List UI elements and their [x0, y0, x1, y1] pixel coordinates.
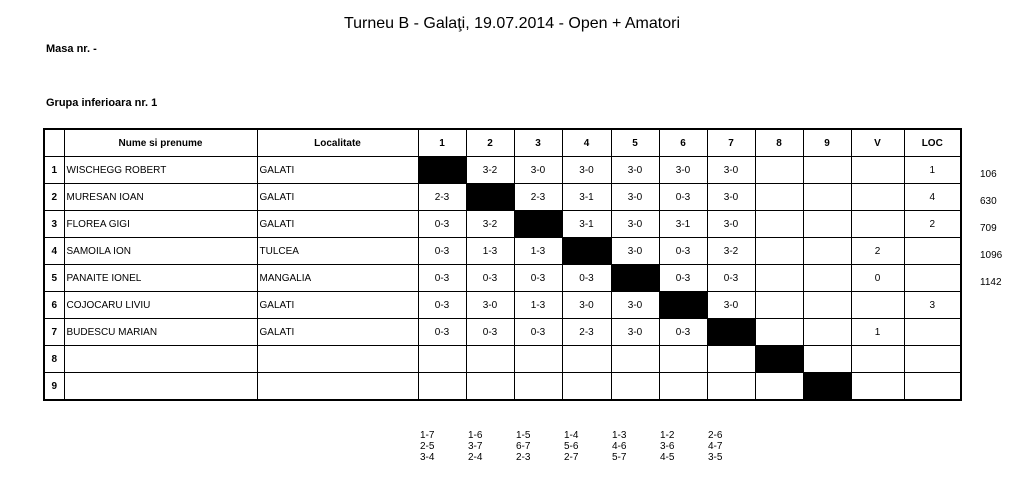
- score-cell: 0-3: [418, 265, 466, 292]
- score-cell: [562, 346, 611, 373]
- score-cell: 3-0: [611, 238, 659, 265]
- score-cell: [803, 265, 851, 292]
- schedule-column: [564, 430, 578, 463]
- player-locality: GALATI: [257, 211, 418, 238]
- schedule-pair: 2-3: [516, 452, 531, 463]
- score-cell: 0-3: [659, 238, 707, 265]
- schedule-pair: 3-4: [420, 452, 435, 463]
- score-cell: 3-0: [707, 292, 755, 319]
- score-cell: 3-0: [611, 211, 659, 238]
- score-cell: 3-0: [611, 319, 659, 346]
- diagonal-cell: [466, 184, 514, 211]
- place-cell: [904, 373, 961, 401]
- schedule-column: [420, 430, 434, 463]
- score-cell: [707, 373, 755, 401]
- score-cell: [803, 157, 851, 184]
- schedule-pair: 1-3: [612, 430, 627, 441]
- schedule-pair: 5-6: [564, 441, 579, 452]
- score-cell: [659, 373, 707, 401]
- score-cell: [755, 157, 803, 184]
- player-locality: GALATI: [257, 292, 418, 319]
- table-row: [44, 211, 961, 238]
- schedule-pair: 2-6: [708, 430, 723, 441]
- victories-cell: [851, 373, 904, 401]
- row-number: 7: [44, 319, 64, 346]
- header-col-1: 1: [418, 129, 466, 157]
- results-table: [43, 128, 962, 401]
- score-cell: [803, 292, 851, 319]
- schedule-pair: 3-6: [660, 441, 675, 452]
- row-number: 8: [44, 346, 64, 373]
- diagonal-cell: [659, 292, 707, 319]
- header-col-9: 9: [803, 129, 851, 157]
- place-cell: [904, 319, 961, 346]
- score-cell: 0-3: [514, 319, 562, 346]
- table-row: [44, 319, 961, 346]
- row-number: 4: [44, 238, 64, 265]
- schedule-column: [516, 430, 530, 463]
- score-cell: [803, 346, 851, 373]
- score-cell: 0-3: [418, 319, 466, 346]
- schedule-pair: 4-5: [660, 452, 675, 463]
- score-cell: 0-3: [659, 265, 707, 292]
- score-cell: 3-0: [562, 292, 611, 319]
- group-label: Grupa inferioara nr. 1: [46, 97, 158, 109]
- score-cell: [755, 292, 803, 319]
- score-cell: [755, 184, 803, 211]
- place-cell: 1: [904, 157, 961, 184]
- score-cell: 3-1: [659, 211, 707, 238]
- side-number: 1142: [980, 277, 1002, 288]
- header-col-2: 2: [466, 129, 514, 157]
- score-cell: 0-3: [466, 265, 514, 292]
- score-cell: 3-0: [562, 157, 611, 184]
- score-cell: [803, 211, 851, 238]
- row-number: 1: [44, 157, 64, 184]
- place-cell: 3: [904, 292, 961, 319]
- score-cell: 2-3: [418, 184, 466, 211]
- table-row: [44, 292, 961, 319]
- score-cell: 3-2: [707, 238, 755, 265]
- schedule-column: [468, 430, 482, 463]
- row-number: 5: [44, 265, 64, 292]
- score-cell: [755, 238, 803, 265]
- diagonal-cell: [755, 346, 803, 373]
- victories-cell: [851, 292, 904, 319]
- row-number: 2: [44, 184, 64, 211]
- header-name: Nume si prenume: [64, 129, 257, 157]
- schedule-pair: 1-7: [420, 430, 435, 441]
- player-locality: GALATI: [257, 184, 418, 211]
- score-cell: 3-2: [466, 157, 514, 184]
- page-title: Turneu B - Galaţi, 19.07.2014 - Open + Amatori: [343, 15, 681, 32]
- schedule-pair: 2-7: [564, 452, 579, 463]
- score-cell: [611, 373, 659, 401]
- schedule-pair: 1-4: [564, 430, 579, 441]
- score-cell: [514, 373, 562, 401]
- player-name: SAMOILA ION: [64, 238, 257, 265]
- diagonal-cell: [611, 265, 659, 292]
- score-cell: 3-0: [707, 211, 755, 238]
- schedule-pair: 1-6: [468, 430, 483, 441]
- place-cell: [904, 265, 961, 292]
- player-name: PANAITE IONEL: [64, 265, 257, 292]
- score-cell: 3-1: [562, 184, 611, 211]
- score-cell: [466, 346, 514, 373]
- schedule-column: [612, 430, 626, 463]
- header-num: [44, 129, 64, 157]
- schedule-pair: 5-7: [612, 452, 627, 463]
- score-cell: [803, 184, 851, 211]
- player-locality: GALATI: [257, 157, 418, 184]
- diagonal-cell: [803, 373, 851, 401]
- place-cell: [904, 238, 961, 265]
- row-number: 9: [44, 373, 64, 401]
- score-cell: 3-0: [611, 184, 659, 211]
- victories-cell: [851, 184, 904, 211]
- score-cell: [562, 373, 611, 401]
- score-cell: 0-3: [514, 265, 562, 292]
- schedule-pair: 4-6: [612, 441, 627, 452]
- score-cell: [707, 346, 755, 373]
- player-locality: MANGALIA: [257, 265, 418, 292]
- player-name: MURESAN IOAN: [64, 184, 257, 211]
- player-name: FLOREA GIGI: [64, 211, 257, 238]
- table-row: [44, 184, 961, 211]
- diagonal-cell: [562, 238, 611, 265]
- table-header-row: [44, 129, 961, 157]
- header-victories: V: [851, 129, 904, 157]
- header-col-6: 6: [659, 129, 707, 157]
- score-cell: 0-3: [659, 319, 707, 346]
- score-cell: 3-0: [659, 157, 707, 184]
- score-cell: 1-3: [514, 292, 562, 319]
- score-cell: 0-3: [418, 211, 466, 238]
- score-cell: [755, 211, 803, 238]
- score-cell: 0-3: [707, 265, 755, 292]
- schedule-pair: 2-4: [468, 452, 483, 463]
- victories-cell: [851, 157, 904, 184]
- player-name: BUDESCU MARIAN: [64, 319, 257, 346]
- header-col-3: 3: [514, 129, 562, 157]
- place-cell: 4: [904, 184, 961, 211]
- schedule-pair: 1-5: [516, 430, 531, 441]
- table-row: [44, 265, 961, 292]
- score-cell: [418, 373, 466, 401]
- score-cell: 0-3: [418, 238, 466, 265]
- score-cell: 0-3: [466, 319, 514, 346]
- header-place: LOC: [904, 129, 961, 157]
- score-cell: 3-0: [707, 184, 755, 211]
- table-row: [44, 238, 961, 265]
- score-cell: [755, 319, 803, 346]
- table-row: [44, 157, 961, 184]
- score-cell: 2-3: [514, 184, 562, 211]
- score-cell: 0-3: [659, 184, 707, 211]
- schedule-pair: 2-5: [420, 441, 435, 452]
- score-cell: [466, 373, 514, 401]
- diagonal-cell: [418, 157, 466, 184]
- header-col-5: 5: [611, 129, 659, 157]
- score-cell: [514, 346, 562, 373]
- score-cell: 0-3: [418, 292, 466, 319]
- player-locality: [257, 373, 418, 401]
- schedule-pair: 6-7: [516, 441, 531, 452]
- score-cell: [659, 346, 707, 373]
- score-cell: [418, 346, 466, 373]
- schedule-column: [660, 430, 674, 463]
- player-locality: TULCEA: [257, 238, 418, 265]
- side-number: 106: [980, 169, 997, 180]
- score-cell: 3-1: [562, 211, 611, 238]
- header-col-8: 8: [755, 129, 803, 157]
- schedule-column: [708, 430, 722, 463]
- score-cell: [755, 265, 803, 292]
- table-row: [44, 373, 961, 401]
- table-number-label: Masa nr. -: [46, 43, 97, 55]
- player-name: COJOCARU LIVIU: [64, 292, 257, 319]
- score-cell: 3-0: [611, 157, 659, 184]
- player-name: [64, 373, 257, 401]
- score-cell: 3-2: [466, 211, 514, 238]
- schedule-pair: 4-7: [708, 441, 723, 452]
- table-row: [44, 346, 961, 373]
- score-cell: [803, 319, 851, 346]
- score-cell: 3-0: [514, 157, 562, 184]
- schedule-pair: 3-5: [708, 452, 723, 463]
- score-cell: 1-3: [466, 238, 514, 265]
- row-number: 3: [44, 211, 64, 238]
- player-locality: [257, 346, 418, 373]
- score-cell: [755, 373, 803, 401]
- schedule-pair: 1-2: [660, 430, 675, 441]
- victories-cell: [851, 346, 904, 373]
- score-cell: [611, 346, 659, 373]
- place-cell: [904, 346, 961, 373]
- header-locality: Localitate: [257, 129, 418, 157]
- score-cell: 0-3: [562, 265, 611, 292]
- row-number: 6: [44, 292, 64, 319]
- victories-cell: 1: [851, 319, 904, 346]
- victories-cell: 0: [851, 265, 904, 292]
- score-cell: 3-0: [707, 157, 755, 184]
- header-col-7: 7: [707, 129, 755, 157]
- player-locality: GALATI: [257, 319, 418, 346]
- player-name: WISCHEGG ROBERT: [64, 157, 257, 184]
- score-cell: 3-0: [611, 292, 659, 319]
- score-cell: 3-0: [466, 292, 514, 319]
- score-cell: 2-3: [562, 319, 611, 346]
- side-number: 630: [980, 196, 997, 207]
- player-name: [64, 346, 257, 373]
- score-cell: 1-3: [514, 238, 562, 265]
- side-number: 709: [980, 223, 997, 234]
- header-col-4: 4: [562, 129, 611, 157]
- diagonal-cell: [514, 211, 562, 238]
- victories-cell: 2: [851, 238, 904, 265]
- diagonal-cell: [707, 319, 755, 346]
- victories-cell: [851, 211, 904, 238]
- side-number: 1096: [980, 250, 1003, 261]
- place-cell: 2: [904, 211, 961, 238]
- score-cell: [803, 238, 851, 265]
- schedule-pair: 3-7: [468, 441, 483, 452]
